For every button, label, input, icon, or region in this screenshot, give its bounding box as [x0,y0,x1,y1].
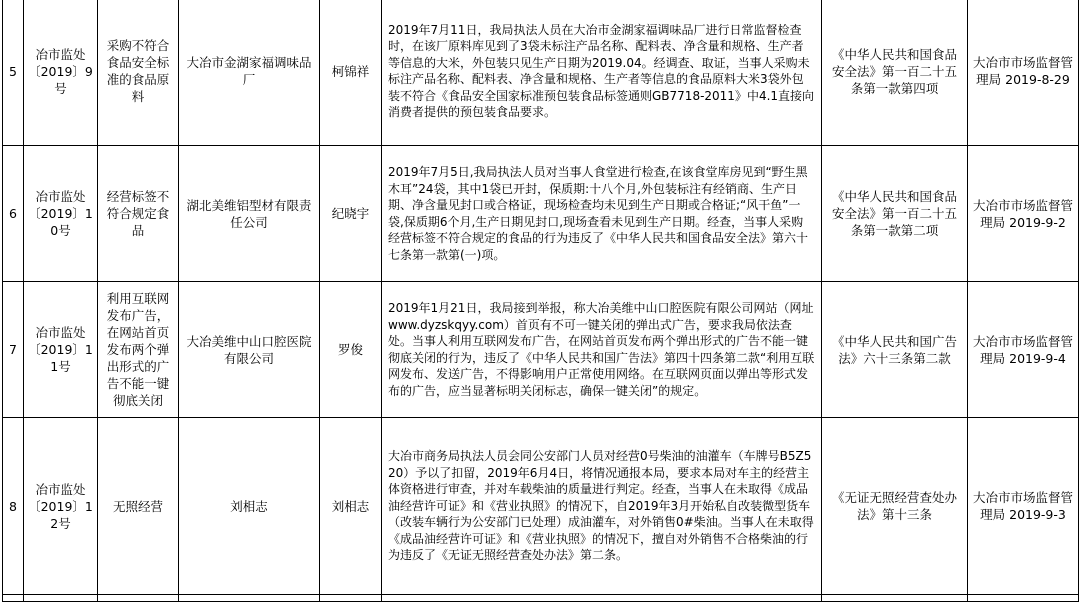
empty-cell [382,595,822,602]
row-number: 7 [3,282,24,418]
document-number: 冶市监处〔2019〕9号 [24,0,98,146]
row-number: 6 [3,146,24,282]
legal-representative: 刘相志 [320,418,382,595]
document-number: 冶市监处〔2019〕10号 [24,146,98,282]
empty-cell [822,595,968,602]
table-row [3,282,1079,418]
penalty-basis: 《中华人民共和国食品安全法》第一百二十五条第一款第二项 [822,146,968,282]
party-name: 湖北美维铝型材有限责任公司 [179,146,320,282]
table-row [3,418,1079,595]
case-name: 经营标签不符合规定食品 [98,146,179,282]
agency-and-date: 大冶市市场监督管理局 2019-8-29 [968,0,1079,146]
empty-cell [3,595,24,602]
agency-and-date: 大冶市市场监督管理局 2019-9-3 [968,418,1079,595]
empty-cell [320,595,382,602]
row-number: 8 [3,418,24,595]
agency-and-date: 大冶市市场监督管理局 2019-9-4 [968,282,1079,418]
penalty-table [2,0,1079,602]
violation-facts: 2019年1月21日，我局接到举报，称大冶美维中山口腔医院有限公司网站（网址www.dyzskqyy.com）首页有不可一键关闭的弹出式广告，要求我局依法查处。当事人利用互联网发布广告，在网站首页发布两个弹出形式的广告不能一键彻底关闭的行为，违反了《中华人民共和国广告法》第四十四条第二款“利用互联网发布、发送广告，不得影响用户正常使用网络。在互联网页面以弹出等形式发布的广告，应当显著标明关闭标志，确保一键关闭”的规定。 [382,282,822,418]
legal-representative: 罗俊 [320,282,382,418]
party-name: 大冶美维中山口腔医院有限公司 [179,282,320,418]
table-row [3,0,1079,146]
party-name: 大冶市金湖家福调味品厂 [179,0,320,146]
document-number: 冶市监处〔2019〕12号 [24,418,98,595]
case-name: 无照经营 [98,418,179,595]
case-name: 采购不符合食品安全标准的食品原料 [98,0,179,146]
table-row-partial [3,595,1079,602]
violation-facts: 2019年7月5日,我局执法人员对当事人食堂进行检查,在该食堂库房见到“野生黑木耳”24袋，其中1袋已开封，保质期:十八个月,外包装标注有经销商、生产日期、净含量见封口或合格证，现场检查均未见到生产日期或合格证;“风干鱼”一袋,保质期6个月,生产日期见封口,现场查看未见到生产日期。经查，当事人采购经营标签不符合规定的食品的行为违反了《中华人民共和国食品安全法》第六十七条第一款第(一)项。 [382,146,822,282]
legal-representative: 纪晓宇 [320,146,382,282]
empty-cell [98,595,179,602]
penalty-basis: 《无证无照经营查处办法》第十三条 [822,418,968,595]
case-name: 利用互联网发布广告，在网站首页发布两个弹出形式的广告不能一键彻底关闭 [98,282,179,418]
party-name: 刘相志 [179,418,320,595]
penalty-basis: 《中华人民共和国广告法》六十三条第二款 [822,282,968,418]
legal-representative: 柯锦祥 [320,0,382,146]
violation-facts: 2019年7月11日，我局执法人员在大冶市金湖家福调味品厂进行日常监督检查时，在该厂原料库见到了3袋未标注产品名称、配料表、净含量和规格、生产者等信息的大米，外包装只见生产日期为2019.04。经调查、取证，当事人采购未标注产品名称、配料表、净含量和规格、生产者等信息的食品原料大米3袋外包装不符合《食品安全国家标准预包装食品标签通则GB7718-2011》中4.1直接向消费者提供的预包装食品要求。 [382,0,822,146]
row-number: 5 [3,0,24,146]
table-row [3,146,1079,282]
empty-cell [24,595,98,602]
document-number: 冶市监处〔2019〕11号 [24,282,98,418]
violation-facts: 大冶市商务局执法人员会同公安部门人员对经营0号柴油的油灌车（车牌号B5Z520）予以了扣留，2019年6月4日，将情况通报本局，要求本局对车主的经营主体资格进行审查，并对车载柴油的质量进行判定。经查，当事人在未取得《成品油经营许可证》和《营业执照》的情况下，自2019年3月开始私自改装微型货车（改装车辆行为公安部门已处理）成油灌车，对外销售0#柴油。当事人在未取得《成品油经营许可证》和《营业执照》的情况下，擅自对外销售不合格柴油的行为违反了《无证无照经营查处办法》第二条。 [382,418,822,595]
empty-cell [179,595,320,602]
penalty-basis: 《中华人民共和国食品安全法》第一百二十五条第一款第四项 [822,0,968,146]
empty-cell [968,595,1079,602]
agency-and-date: 大冶市市场监督管理局 2019-9-2 [968,146,1079,282]
